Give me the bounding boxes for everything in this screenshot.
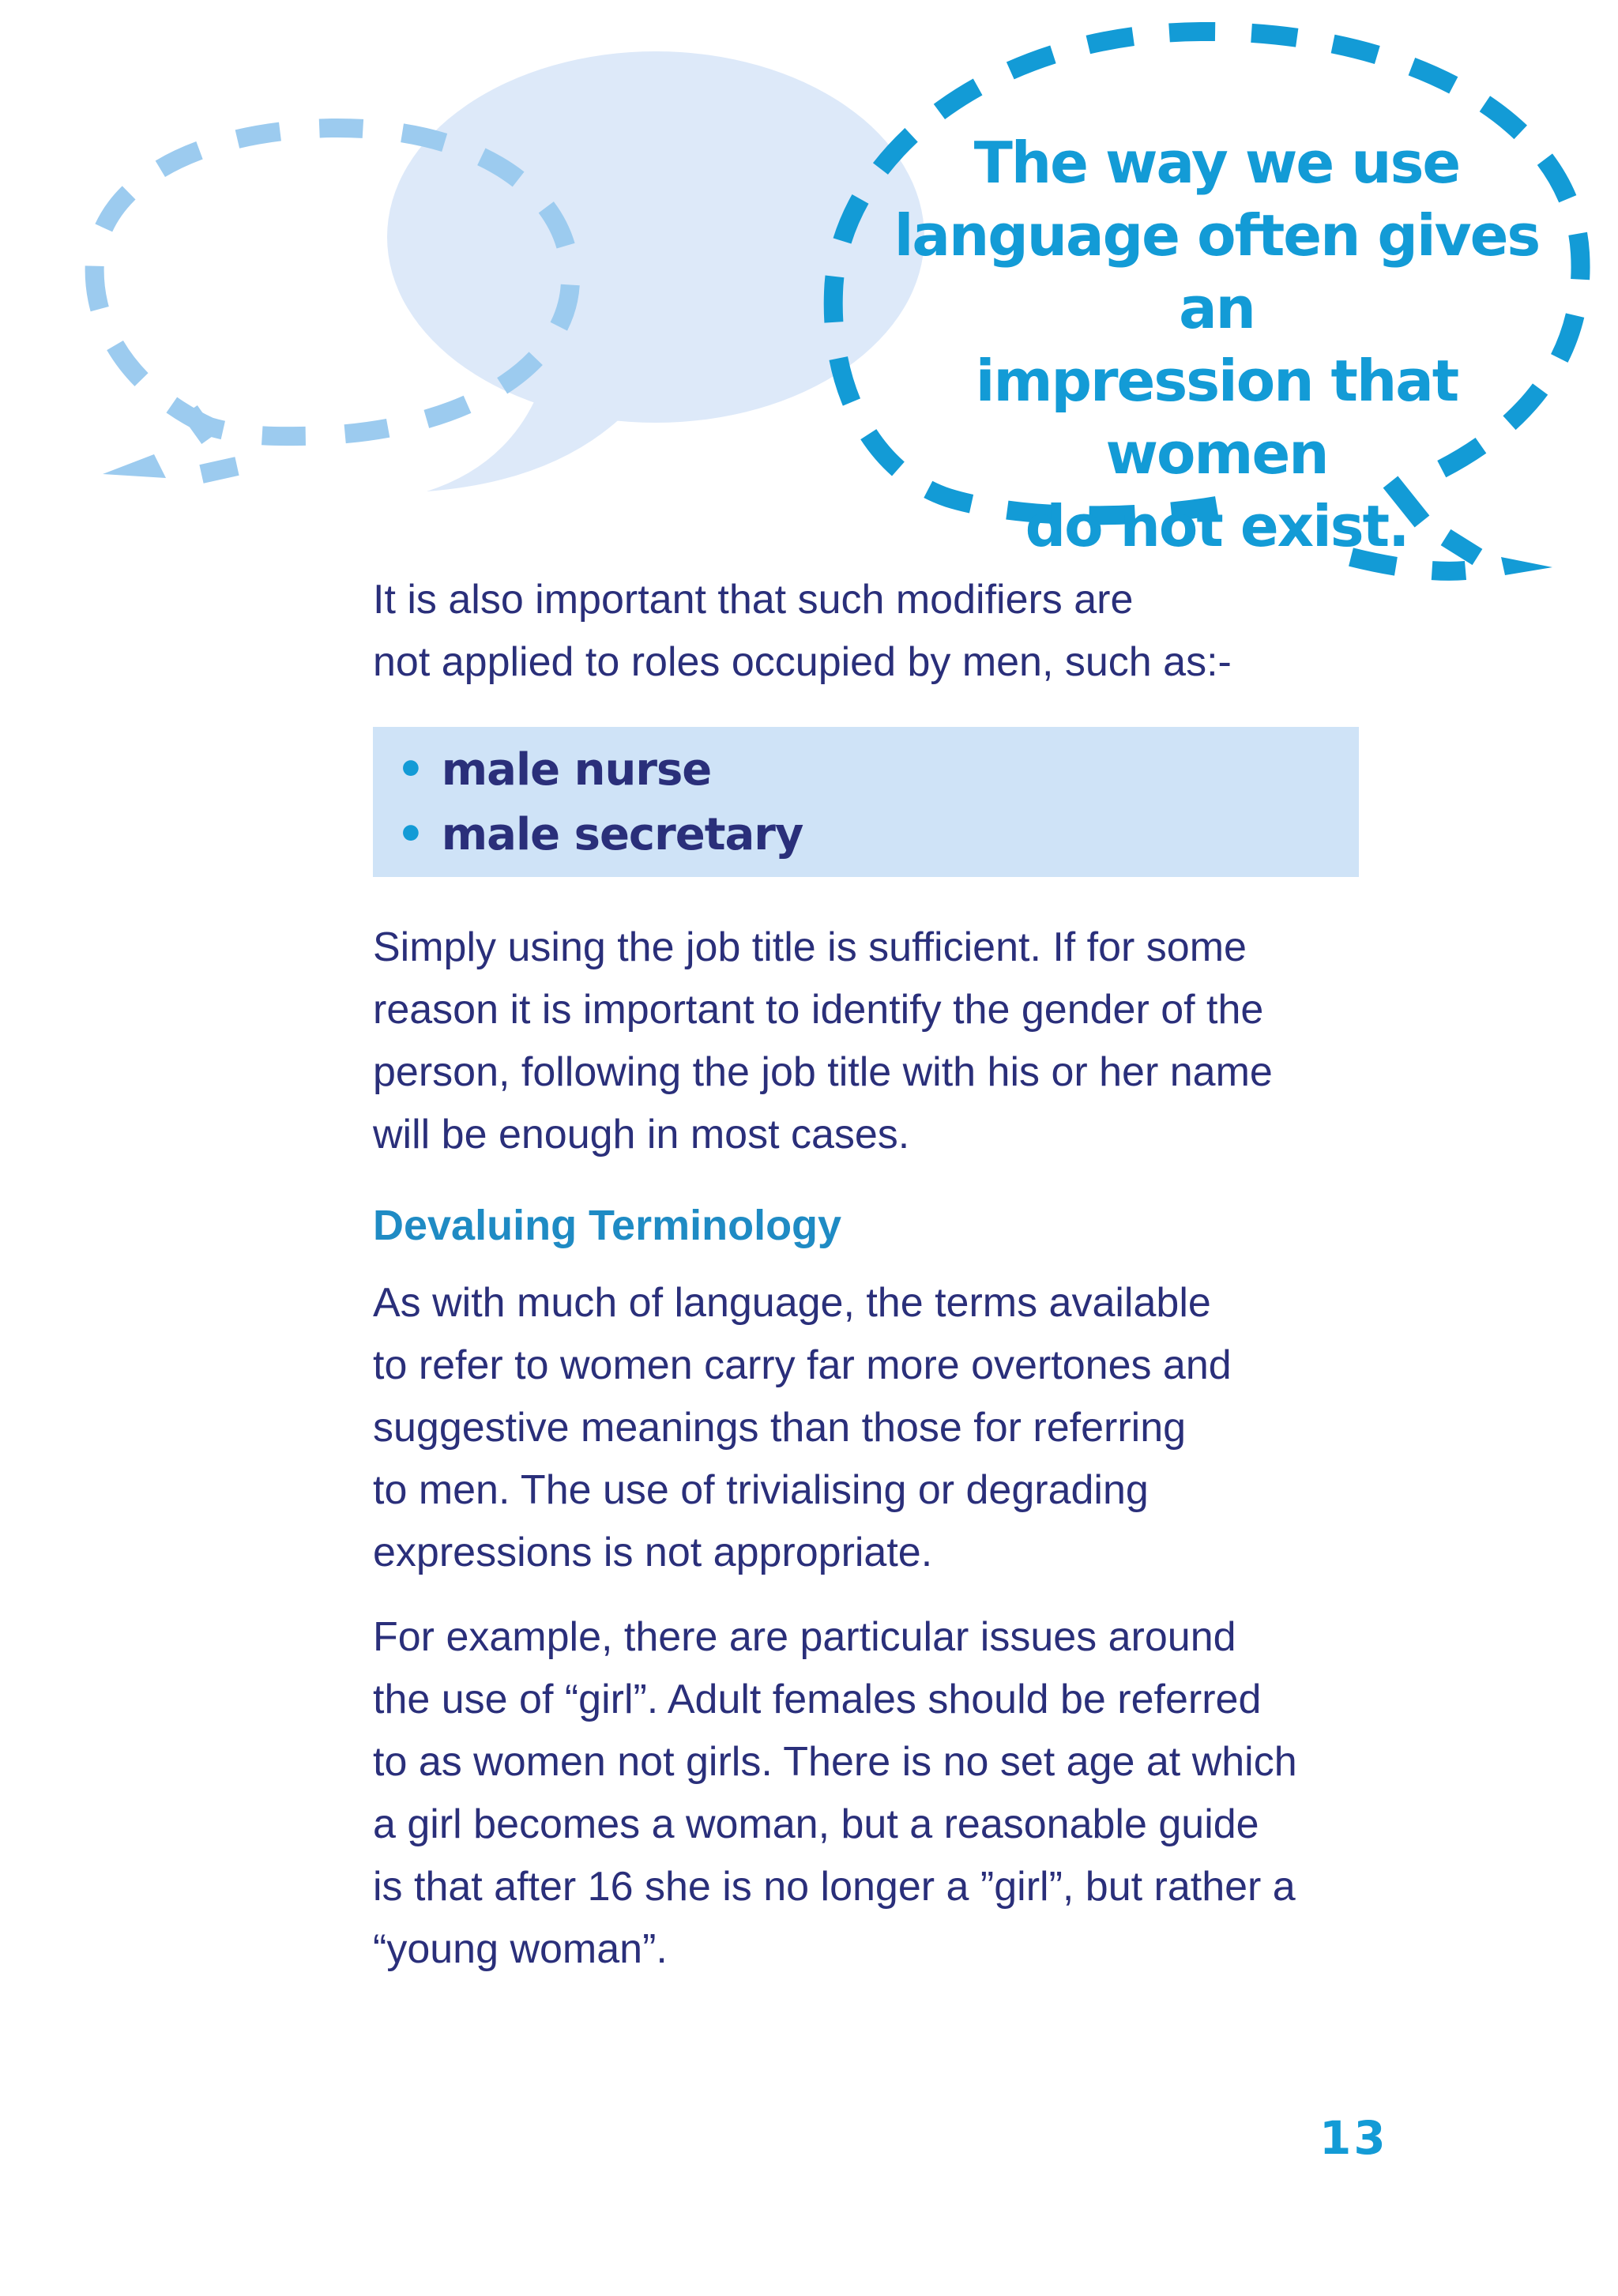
examples-box — [373, 727, 1359, 877]
list-item — [373, 738, 1359, 803]
quote-line: The way we use — [973, 130, 1460, 196]
section-heading: Devaluing Terminology — [373, 1202, 842, 1249]
quote-line: impression that women — [975, 348, 1458, 487]
text-line: expressions is not appropriate. — [373, 1530, 933, 1575]
quote-line: language often gives an — [894, 202, 1540, 341]
text-line: person, following the job title with his or her name — [373, 1049, 1273, 1095]
list-item-label: male secretary — [441, 809, 803, 860]
text-line: will be enough in most cases. — [373, 1112, 910, 1157]
text-line: For example, there are particular issues around — [373, 1614, 1236, 1660]
text-line: suggestive meanings than those for referring — [373, 1405, 1187, 1451]
language-paragraph — [373, 1272, 1447, 1584]
text-line: It is also important that such modifiers are — [373, 577, 1134, 623]
list-item — [373, 803, 1359, 868]
text-line: to refer to women carry far more overtones and — [373, 1342, 1232, 1388]
text-line: As with much of language, the terms available — [373, 1280, 1211, 1326]
solid-speech-bubble — [387, 51, 924, 491]
text-line: the use of “girl”. Adult females should be referred — [373, 1677, 1262, 1722]
girl-paragraph — [373, 1606, 1447, 1981]
list-item-label: male nurse — [441, 744, 712, 796]
text-line: a girl becomes a woman, but a reasonable guide — [373, 1801, 1259, 1847]
text-line: is that after 16 she is no longer a ”girl”, but rather a — [373, 1864, 1296, 1910]
page-number: 13 — [1319, 2111, 1388, 2165]
text-line: Simply using the job title is sufficient. If for some — [373, 924, 1247, 970]
text-line: to as women not girls. There is no set age at which — [373, 1739, 1297, 1785]
text-line: “young woman”. — [373, 1926, 668, 1972]
text-line: reason it is important to identify the gender of the — [373, 987, 1264, 1033]
quote-line: do not exist. — [1025, 493, 1409, 559]
job-title-paragraph — [373, 917, 1447, 1166]
intro-paragraph — [373, 569, 1447, 694]
bullet-icon: • — [397, 809, 424, 860]
callout-quote — [877, 126, 1556, 563]
bullet-icon: • — [397, 744, 424, 796]
text-line: not applied to roles occupied by men, such as:- — [373, 639, 1232, 685]
text-line: to men. The use of trivialising or degrading — [373, 1467, 1149, 1513]
main-content — [373, 569, 1447, 2003]
